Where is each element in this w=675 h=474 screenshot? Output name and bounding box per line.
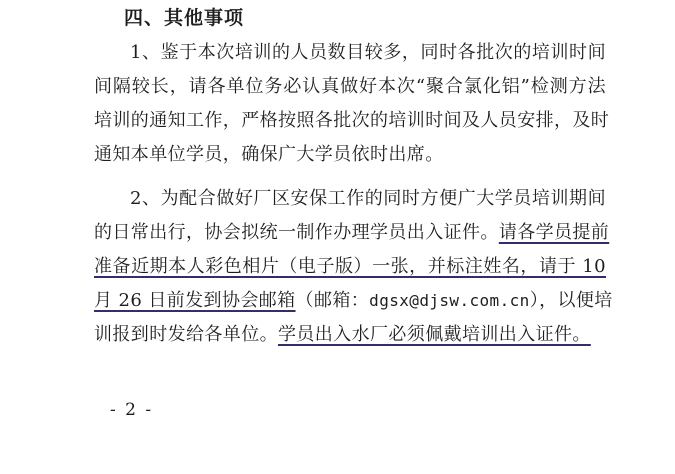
paragraph-2-text: 的日常出行，协会拟统一制作办理学员出入证件。: [94, 222, 499, 243]
email-label: （邮箱：: [295, 290, 370, 311]
paragraph-1-line: 通知本单位学员，确保广大学员依时出席。: [94, 144, 444, 165]
page-number: - 2 -: [110, 400, 154, 420]
paragraph-1-line: 间隔较长，请各单位务必认真做好本次“聚合氯化铝”检测方法: [94, 76, 606, 97]
email-address: dgsx@djsw.com.cn: [369, 291, 530, 310]
paragraph-2-line: [94, 250, 606, 284]
underlined-instruction: 准备近期本人彩色相片（电子版）一张，并标注姓名，请于 10: [94, 256, 606, 277]
paragraph-2-line: [94, 216, 610, 250]
underlined-instruction: 请各学员提前: [498, 222, 610, 243]
paragraph-2-line: [94, 284, 613, 318]
paragraph-2: [94, 182, 613, 352]
underlined-instruction: 月 26 日前发到协会邮箱: [94, 290, 296, 311]
underlined-instruction: 学员出入水厂必须佩戴培训出入证件。: [278, 324, 591, 345]
paragraph-2-line: [94, 318, 606, 352]
paragraph-2-line: 2、为配合做好厂区安保工作的同时方便广大学员培训期间: [130, 188, 606, 209]
paragraph-1-line: 1、鉴于本次培训的人员数目较多，同时各批次的培训时间: [130, 42, 606, 63]
section-heading: 四、其他事项: [124, 7, 245, 29]
paragraph-1-line: 培训的通知工作，严格按照各批次的培训时间及人员安排，及时: [94, 110, 610, 131]
paragraph-2-text: 训报到时发给各单位。: [94, 324, 278, 345]
paragraph-2-text: ），以便培: [529, 290, 613, 311]
paragraph-1: [94, 36, 610, 172]
